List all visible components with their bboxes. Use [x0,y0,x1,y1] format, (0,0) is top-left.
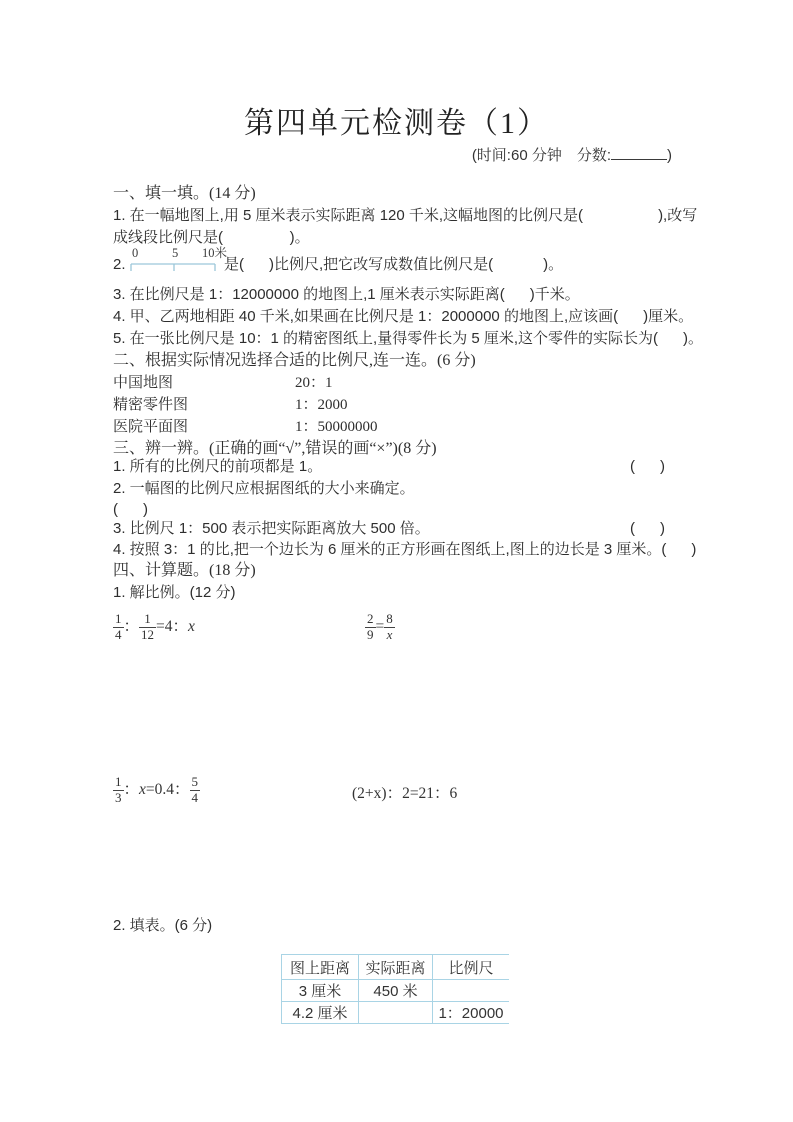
equation-2 [365,612,395,643]
section-3-heading: 三、辨一辨。(正确的画“√”,错误的画“×”)(8 分) [113,440,437,457]
match-right-scale-1: 20：1 [295,375,333,391]
match-left-hospital-plan: 医院平面图 [113,418,189,435]
table-row [282,980,510,1002]
scale-label-5: 5 [172,246,179,260]
scale-label-10: 10米 [202,246,228,260]
table-header-actual-distance: 实际距离 [359,955,433,980]
scale-ruler-graphic [130,261,220,273]
fraction-numerator: 1 [115,774,122,789]
section-1-heading: 一、填一填。(14 分) [113,185,256,202]
ratio-colon: ： [123,617,140,635]
judge-4-answer-paren: ( ) [661,541,697,558]
judge-3-answer-paren: ( ) [630,520,665,537]
fraction-denominator-x: x [386,626,393,642]
equals-sign: = [375,617,385,635]
judge-2-answer-paren: ( ) [113,501,148,518]
match-left-china-map: 中国地图 [113,374,174,391]
fraction-numerator: 2 [367,611,374,626]
scale-label-0: 0 [132,246,139,260]
line-segment-scale [130,247,230,275]
equation-tail: =4： [156,617,189,635]
question-2-text: 是( )比例尺,把它改写成数值比例尺是( )。 [224,256,564,273]
fraction [365,612,376,643]
match-right-scale-3: 1：50000000 [295,419,378,435]
judge-4-text: 4. 按照 3：1 的比,把一个边长为 6 厘米的正方形画在图纸上,图上的边长是 3 厘米。 [113,541,662,558]
judge-2-text: 2. 一幅图的比例尺应根据图纸的大小来确定。 [113,480,415,497]
table-row [282,1002,510,1024]
match-right-scale-2: 1：2000 [295,397,348,413]
judge-row-1 [113,457,665,477]
question-2-number: 2. [113,256,126,273]
equation-1 [113,612,195,643]
fraction [139,612,156,643]
match-row-3 [113,417,378,437]
table-cell-map-distance-2: 4.2 厘米 [282,1002,359,1024]
equation-3 [113,775,200,806]
page-title: 第四单元检测卷（1） [244,107,549,140]
fraction-denominator: 4 [115,626,122,642]
fraction [384,612,395,643]
question-5: 5. 在一张比例尺是 10：1 的精密图纸上,量得零件长为 5 厘米,这个零件的实际长为( )。 [113,330,704,347]
question-3: 3. 在比例尺是 1：12000000 的地图上,1 厘米表示实际距离( )千米。 [113,286,580,303]
table-header-row [282,955,510,980]
section-2-heading: 二、根据实际情况选择合适的比例尺,连一连。(6 分) [113,352,476,369]
judge-1-answer-paren: ( ) [630,458,665,475]
question-4: 4. 甲、乙两地相距 40 千米,如果画在比例尺是 1：2000000 的地图上,应该画( )厘米。 [113,308,694,325]
variable-x: x [139,780,146,798]
equation-middle: =0.4： [145,780,190,798]
match-left-precision-part: 精密零件图 [113,396,189,413]
section-4-heading: 四、计算题。(18 分) [113,562,256,579]
fill-table-subheading: 2. 填表。(6 分) [113,917,213,934]
table-cell-scale-1-blank [433,980,510,1002]
exam-info-prefix: (时间:60 分钟 分数: [471,147,611,164]
question-1-line-1: 1. 在一幅地图上,用 5 厘米表示实际距离 120 千米,这幅地图的比例尺是( ),改写 [113,207,698,224]
table-header-map-distance: 图上距离 [282,955,359,980]
fraction [113,612,124,643]
fraction-numerator: 1 [115,611,122,626]
solve-proportion-subheading: 1. 解比例。(12 分) [113,584,236,601]
table-cell-actual-distance-1: 450 米 [359,980,433,1002]
fraction-numerator: 5 [191,774,199,789]
fraction-denominator: 4 [191,789,199,805]
fraction-numerator: 8 [386,611,393,626]
fraction-denominator: 12 [141,626,155,642]
score-blank-line [611,144,667,160]
ratio-colon: ： [123,780,140,798]
fraction-denominator: 3 [115,789,122,805]
judge-1-text: 1. 所有的比例尺的前项都是 1。 [113,458,323,475]
fraction-numerator: 1 [139,612,156,628]
table-cell-scale-2: 1：20000 [433,1002,510,1024]
scale-fill-table [281,954,509,1024]
equation-4: (2+x)：2=21：6 [352,785,458,802]
judge-3-text: 3. 比例尺 1：500 表示把实际距离放大 500 倍。 [113,520,430,537]
exam-info-suffix: ) [667,147,672,164]
table-cell-map-distance-1: 3 厘米 [282,980,359,1002]
exam-info-line [472,144,672,165]
fraction [190,775,201,806]
judge-row-4 [113,540,697,560]
table-header-scale: 比例尺 [433,955,510,980]
match-row-1 [113,373,333,393]
table-cell-actual-distance-2-blank [359,1002,433,1024]
fraction [113,775,124,806]
judge-row-3 [113,519,665,539]
match-row-2 [113,395,348,415]
fraction-denominator: 9 [367,626,374,642]
question-1-line-2: 成线段比例尺是( )。 [113,229,310,246]
variable-x: x [188,617,195,635]
